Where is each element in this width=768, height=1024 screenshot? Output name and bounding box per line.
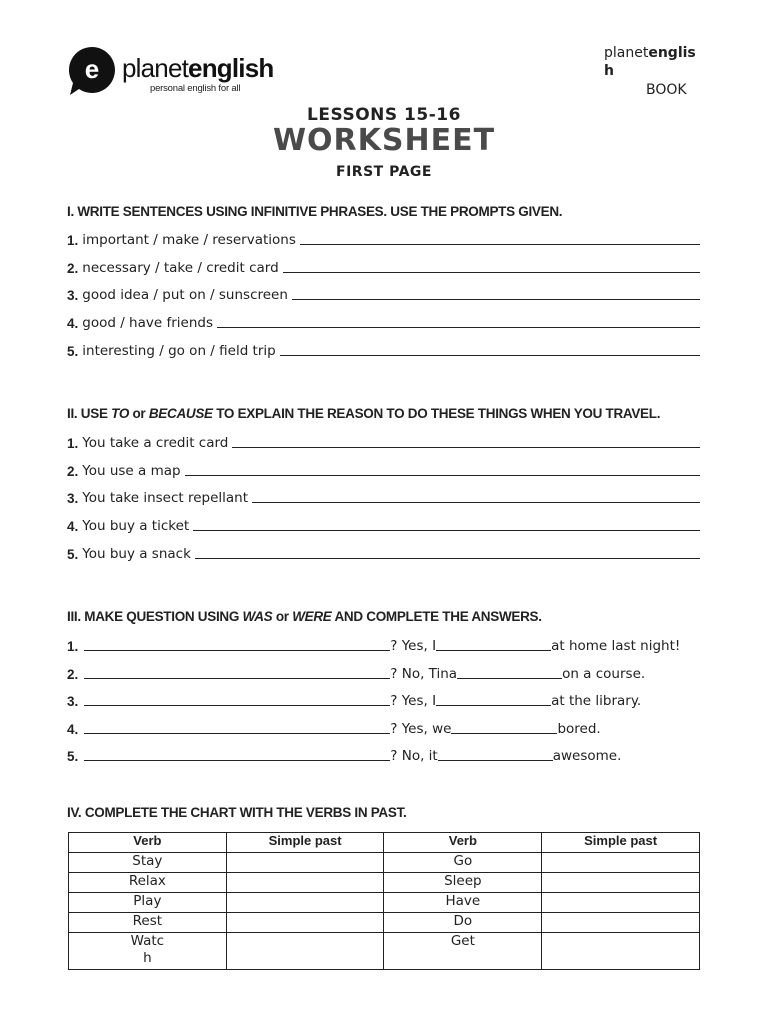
- verb-cell: Watch: [69, 933, 227, 970]
- section-2-heading: II. USE TO or BECAUSE TO EXPLAIN THE REASON TO DO THESE THINGS WHEN YOU TRAVEL.: [67, 406, 661, 421]
- simple-past-cell[interactable]: [226, 933, 384, 970]
- simple-past-cell[interactable]: [542, 933, 700, 970]
- question-line[interactable]: [84, 665, 390, 679]
- verb-cell: Stay: [69, 853, 227, 873]
- section-1-item[interactable]: 3. good idea / put on / sunscreen: [67, 283, 700, 303]
- verb-cell: Get: [384, 933, 542, 970]
- simple-past-cell[interactable]: [226, 893, 384, 913]
- column-header: Verb: [384, 833, 542, 853]
- answer-line[interactable]: [232, 434, 700, 448]
- column-header: Simple past: [542, 833, 700, 853]
- verb-chart-table: [68, 832, 700, 970]
- book-brand: planetenglish: [604, 45, 696, 79]
- verb-cell: Go: [384, 853, 542, 873]
- answer-line[interactable]: [280, 342, 700, 356]
- verb-cell: Have: [384, 893, 542, 913]
- table-row: [69, 873, 700, 893]
- book-label: BOOK: [646, 82, 687, 98]
- simple-past-cell[interactable]: [542, 873, 700, 893]
- first-page-subtitle: FIRST PAGE: [336, 164, 432, 180]
- table-row: [69, 933, 700, 970]
- table-header-row: [69, 833, 700, 853]
- question-line[interactable]: [84, 692, 390, 706]
- question-line[interactable]: [84, 747, 390, 761]
- column-header: Verb: [69, 833, 227, 853]
- column-header: Simple past: [226, 833, 384, 853]
- answer-line[interactable]: [457, 665, 562, 679]
- simple-past-cell[interactable]: [542, 893, 700, 913]
- verb-cell: Sleep: [384, 873, 542, 893]
- table-row: [69, 853, 700, 873]
- section-3-item[interactable]: 1. ? Yes, I at home last night!: [67, 638, 681, 654]
- verb-cell: Relax: [69, 873, 227, 893]
- section-1-item[interactable]: 2. necessary / take / credit card: [67, 256, 700, 276]
- question-line[interactable]: [84, 637, 390, 651]
- svg-text:e: e: [84, 54, 100, 84]
- section-3-item[interactable]: 4. ? Yes, we bored.: [67, 721, 601, 737]
- simple-past-cell[interactable]: [226, 873, 384, 893]
- answer-line[interactable]: [292, 286, 700, 300]
- simple-past-cell[interactable]: [542, 853, 700, 873]
- answer-line[interactable]: [436, 637, 551, 651]
- simple-past-cell[interactable]: [542, 913, 700, 933]
- section-1-item[interactable]: 4. good / have friends: [67, 311, 700, 331]
- logo-wordmark: planetenglish: [122, 53, 274, 83]
- answer-line[interactable]: [252, 489, 700, 503]
- answer-line[interactable]: [438, 747, 553, 761]
- verb-cell: Do: [384, 913, 542, 933]
- section-3-item[interactable]: 2. ? No, Tina on a course.: [67, 666, 646, 682]
- lessons-title: LESSONS 15-16: [307, 105, 461, 125]
- section-2-item[interactable]: 4. You buy a ticket: [67, 514, 700, 534]
- section-2-item[interactable]: 5. You buy a snack: [67, 542, 700, 562]
- question-line[interactable]: [84, 720, 390, 734]
- simple-past-cell[interactable]: [226, 913, 384, 933]
- planet-english-logo: [67, 45, 277, 99]
- verb-cell: Rest: [69, 913, 227, 933]
- section-1-heading: I. WRITE SENTENCES USING INFINITIVE PHRASES. USE THE PROMPTS GIVEN.: [67, 204, 563, 219]
- simple-past-cell[interactable]: [226, 853, 384, 873]
- book-info: [604, 44, 714, 98]
- section-3-item[interactable]: 3. ? Yes, I at the library.: [67, 693, 642, 709]
- table-row: [69, 893, 700, 913]
- answer-line[interactable]: [193, 517, 700, 531]
- section-2-item[interactable]: 1. You take a credit card: [67, 431, 700, 451]
- section-4-heading: IV. COMPLETE THE CHART WITH THE VERBS IN PAST.: [67, 805, 407, 820]
- worksheet-title: WORKSHEET: [272, 123, 496, 158]
- logo-tagline: personal english for all: [150, 83, 241, 94]
- section-2-item[interactable]: 3. You take insect repellant: [67, 486, 700, 506]
- answer-line[interactable]: [436, 692, 551, 706]
- answer-line[interactable]: [300, 231, 700, 245]
- section-1-item[interactable]: 5. interesting / go on / field trip: [67, 339, 700, 359]
- section-3-item[interactable]: 5. ? No, it awesome.: [67, 748, 622, 764]
- verb-cell: Play: [69, 893, 227, 913]
- answer-line[interactable]: [451, 720, 557, 734]
- answer-line[interactable]: [195, 545, 700, 559]
- table-row: [69, 913, 700, 933]
- section-3-heading: III. MAKE QUESTION USING WAS or WERE AND COMPLETE THE ANSWERS.: [67, 609, 542, 624]
- section-2-item[interactable]: 2. You use a map: [67, 459, 700, 479]
- answer-line[interactable]: [283, 259, 700, 273]
- answer-line[interactable]: [217, 314, 700, 328]
- answer-line[interactable]: [185, 462, 700, 476]
- section-1-item[interactable]: 1. important / make / reservations: [67, 228, 700, 248]
- logo-speech-bubble-icon: [67, 45, 117, 97]
